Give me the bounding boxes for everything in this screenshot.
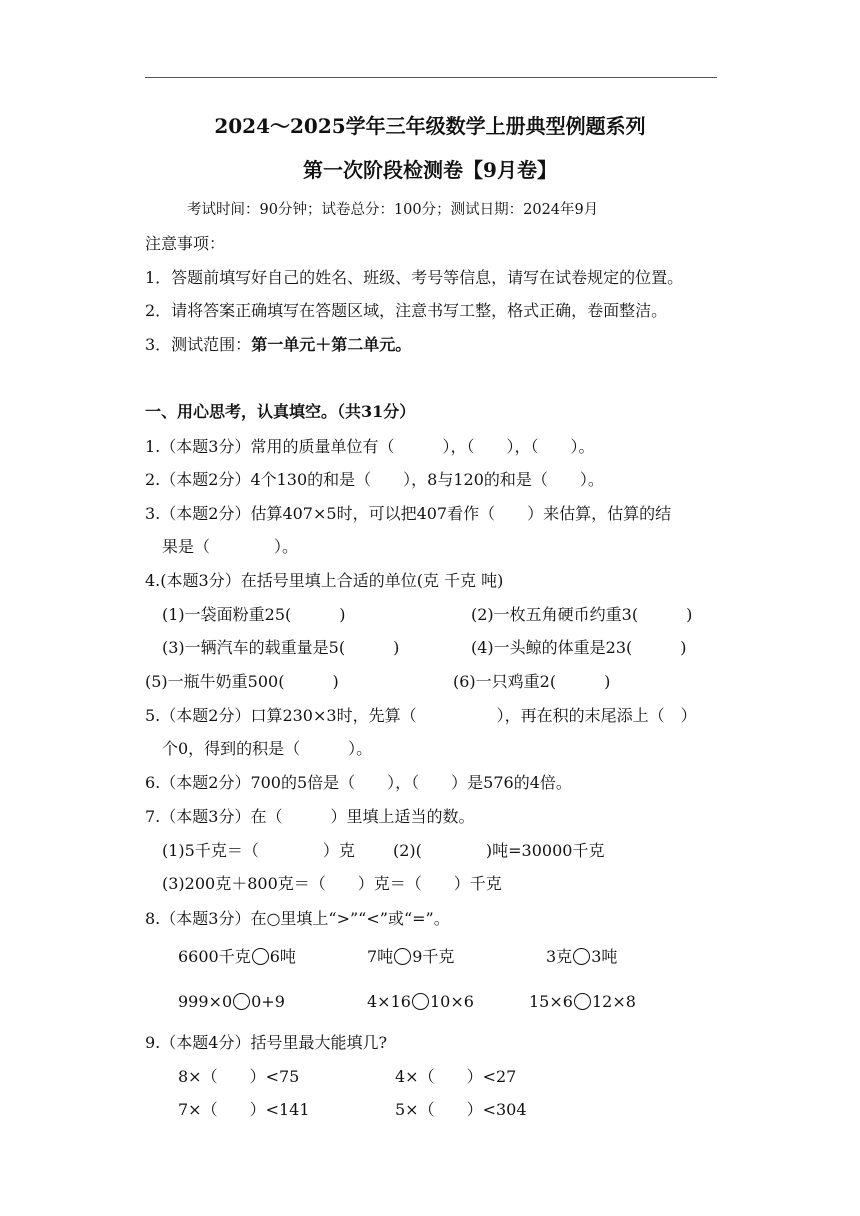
compare-item [367,991,474,1013]
question-6: 6.（本题2分）700的5倍是（ ），（ ）是576的4倍。 [145,773,572,792]
compare-left: 7吨 [367,947,394,966]
question-9-item: 4×（ ）<27 [395,1067,517,1086]
question-8-stem: 8.（本题3分）在○里填上“>”“<”或“=”。 [145,909,450,928]
notice-item-scope: 第一单元＋第二单元。 [251,335,412,354]
question-4-item: (3)一辆汽车的载重量是5( ) [162,638,400,657]
compare-right: 12×8 [591,992,636,1011]
compare-item [178,946,296,968]
compare-left: 6600千克 [178,947,251,966]
answer-circle[interactable] [573,948,590,965]
question-9-item: 5×（ ）<304 [395,1100,527,1119]
question-7-item: (3)200克＋800克＝（ ）克＝（ ）千克 [162,874,502,893]
question-4-item: (2)一枚五角硬币约重3( ) [471,605,693,624]
compare-item [546,946,617,968]
question-3-line2: 果是（ ）。 [162,537,299,556]
question-4-item: (1)一袋面粉重25( ) [162,605,346,624]
notice-item: 1．答题前填写好自己的姓名、班级、考号等信息，请写在试卷规定的位置。 [145,268,684,287]
compare-right: 9千克 [412,947,455,966]
header-rule [145,77,717,78]
question-7-item: (1)5千克＝（ ）克 [162,841,355,860]
answer-circle[interactable] [412,993,429,1010]
compare-right: 0+9 [251,992,285,1011]
page-title: 2024～2025学年三年级数学上册典型例题系列 [214,114,646,138]
compare-left: 15×6 [529,992,573,1011]
compare-right: 3吨 [591,947,618,966]
question-4-item: (6)一只鸡重2( ) [453,672,611,691]
question-7-item: (2)( )吨=30000千克 [393,841,605,860]
compare-item [529,991,636,1013]
compare-item [178,991,285,1013]
compare-left: 3克 [546,947,573,966]
question-1: 1.（本题3分）常用的质量单位有（ ），（ ），（ ）。 [145,437,595,456]
question-4-stem: 4.(本题3分）在括号里填上合适的单位(克 千克 吨) [145,571,504,590]
answer-circle[interactable] [252,948,269,965]
question-9-item: 8×（ ）<75 [178,1067,300,1086]
notice-item: 2．请将答案正确填写在答题区域，注意书写工整，格式正确，卷面整洁。 [145,301,668,320]
compare-item [367,946,454,968]
question-2: 2.（本题2分）4个130的和是（ ），8与120的和是（ ）。 [145,470,604,489]
question-4-item: (5)一瓶牛奶重500( ) [145,672,339,691]
page-subtitle: 第一次阶段检测卷【9月卷】 [303,158,557,182]
question-9-item: 7×（ ）<141 [178,1100,310,1119]
notice-item-label: 3．测试范围： [145,335,252,354]
answer-circle[interactable] [394,948,411,965]
question-5-line2: 个0，得到的积是（ ）。 [162,739,373,758]
question-9-stem: 9.（本题4分）括号里最大能填几? [145,1033,388,1052]
answer-circle[interactable] [233,993,250,1010]
compare-left: 999×0 [178,992,233,1011]
question-5-line1: 5.（本题2分）口算230×3时，先算（ ），再在积的末尾添上（ ） [145,706,697,725]
compare-right: 10×6 [429,992,474,1011]
notice-heading: 注意事项： [145,234,226,253]
question-4-item: (4)一头鲸的体重是23( ) [471,638,687,657]
question-7-stem: 7.（本题3分）在（ ）里填上适当的数。 [145,807,475,826]
answer-circle[interactable] [574,993,591,1010]
section-heading: 一、用心思考，认真填空。（共31分） [145,402,416,421]
compare-left: 4×16 [367,992,411,1011]
notice-item [145,334,411,356]
exam-info: 考试时间：90分钟；试卷总分：100分；测试日期：2024年9月 [187,202,599,218]
question-3-line1: 3.（本题2分）估算407×5时，可以把407看作（ ）来估算，估算的结 [145,504,672,523]
compare-right: 6吨 [269,947,296,966]
